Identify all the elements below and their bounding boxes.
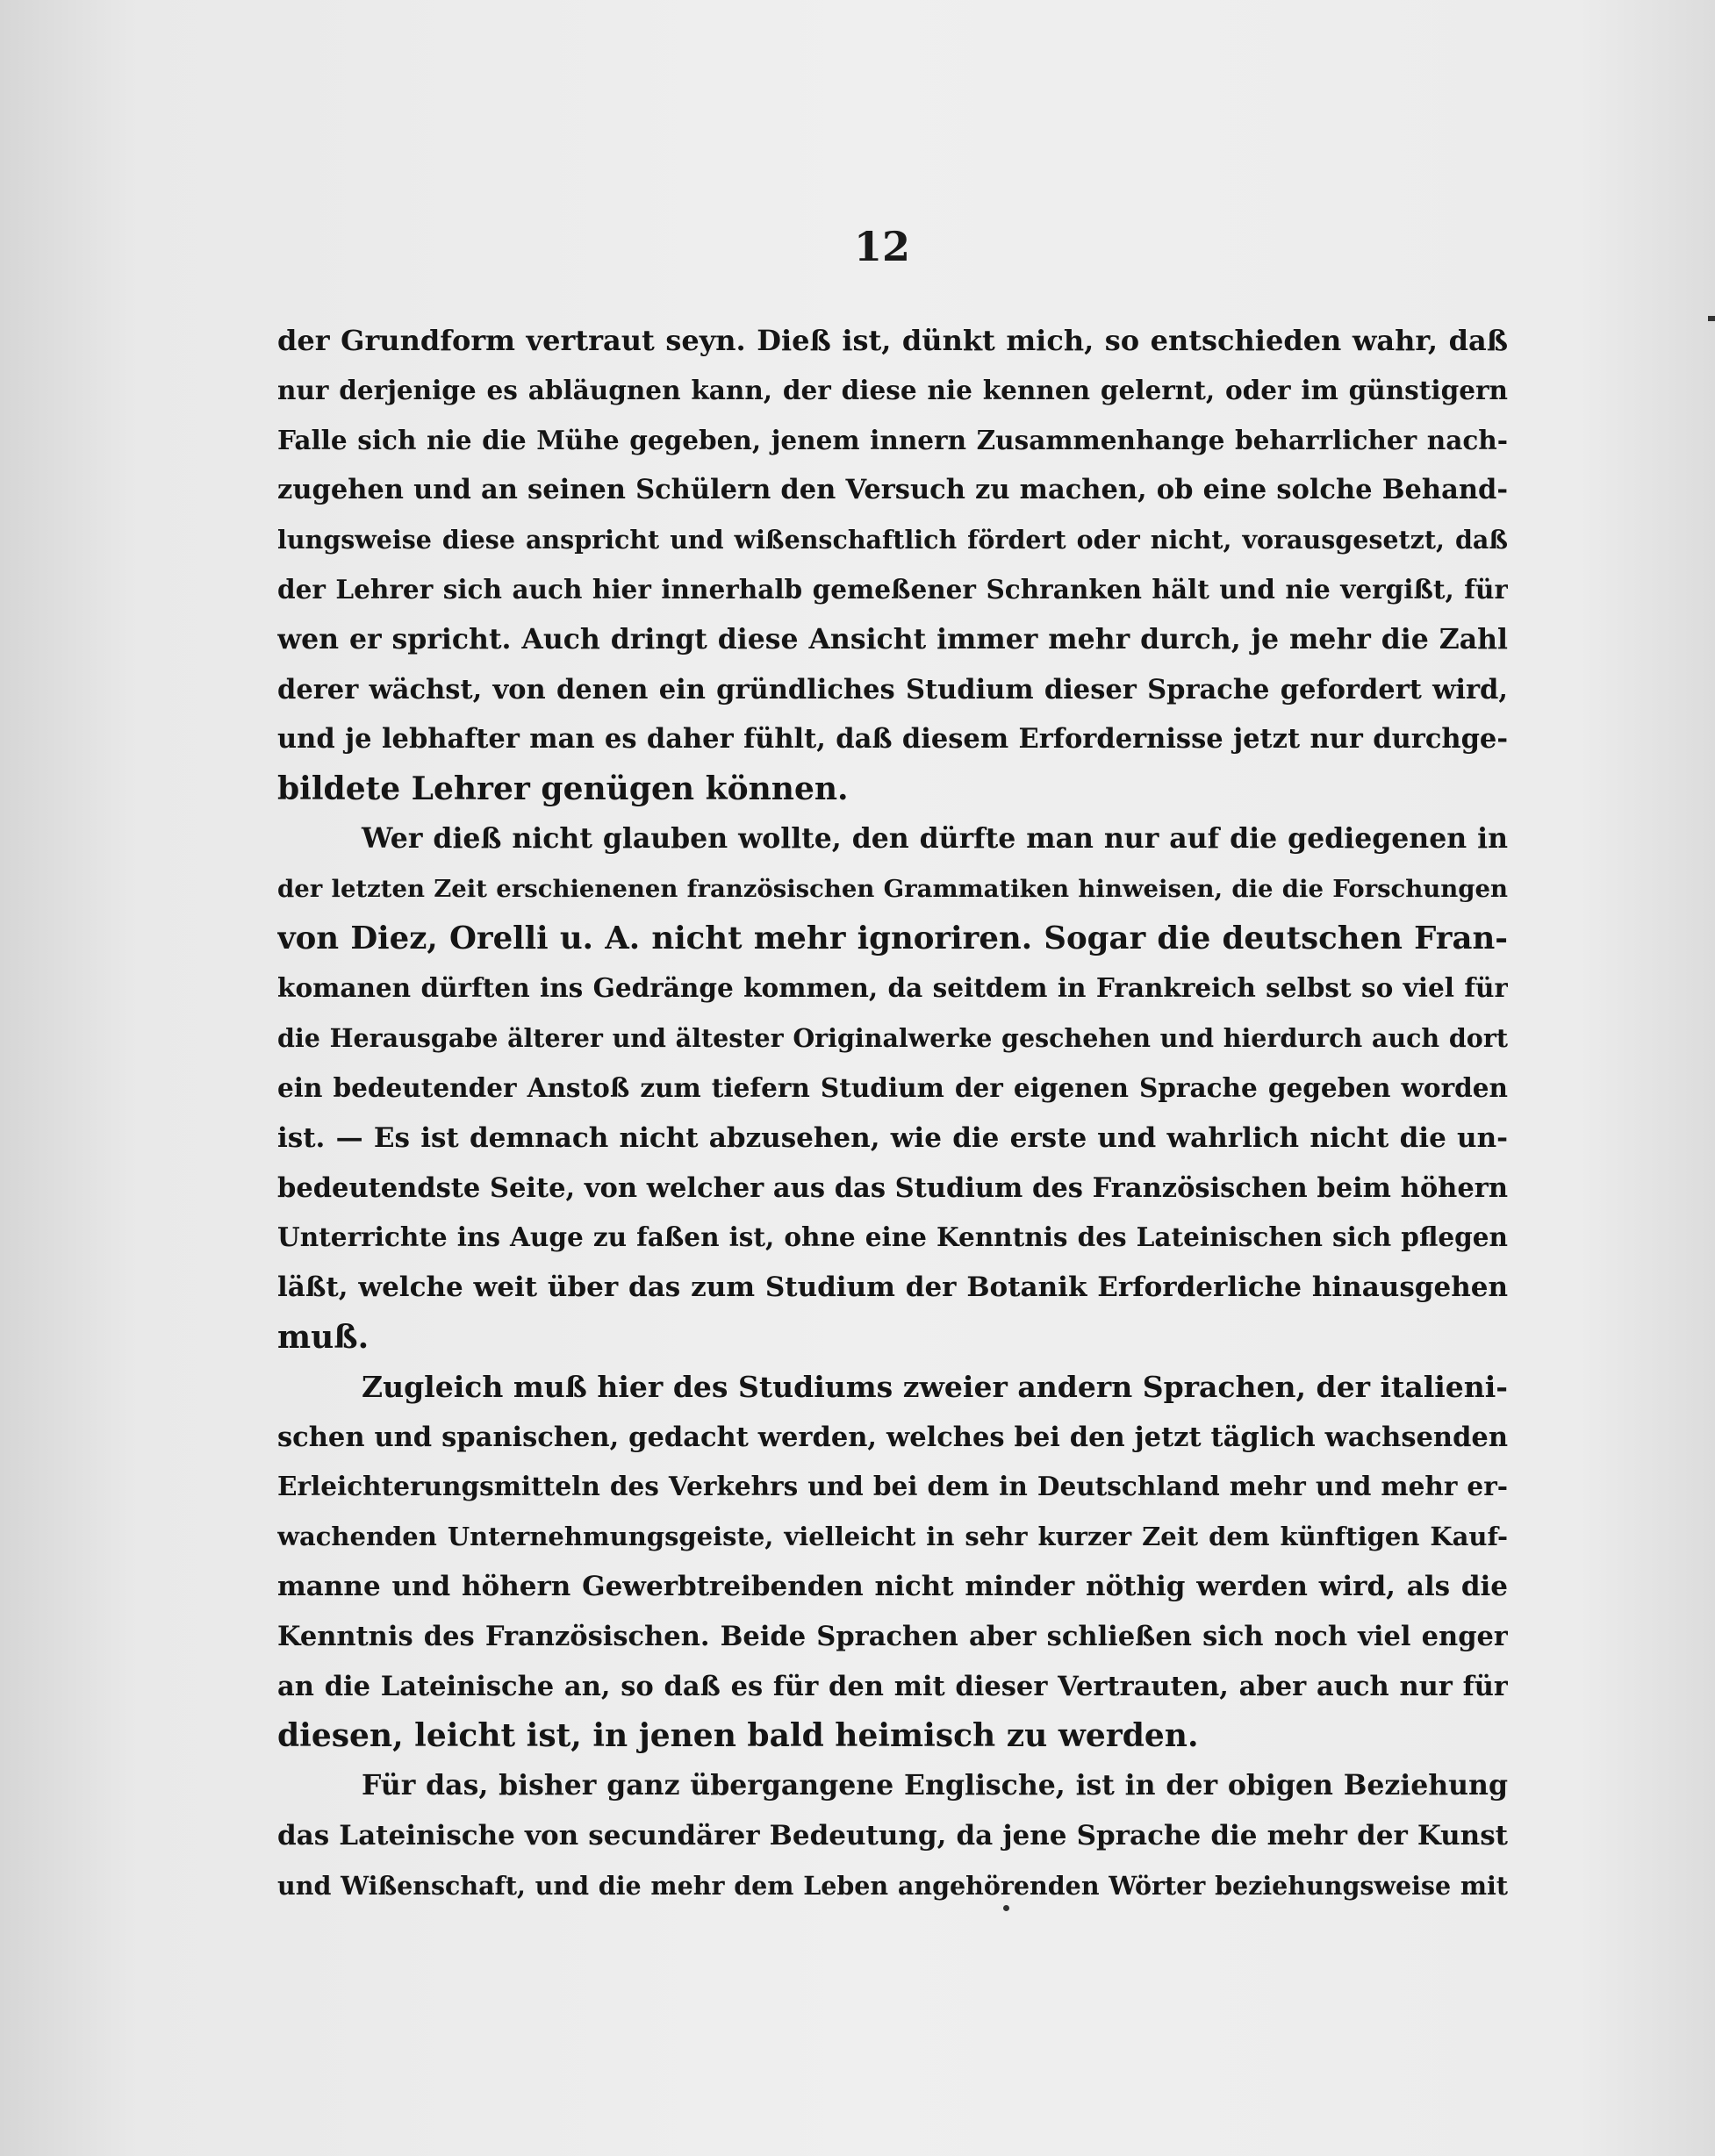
text-line: läßt, welche weit über das zum Studium der Botanik Erforderliche hinausgehen: [277, 1271, 1508, 1304]
text-line: Zugleich muß hier des Studiums zweier andern Sprachen, der italieni-: [362, 1369, 1508, 1404]
text-line: der Grundform vertraut seyn. Dieß ist, dünkt mich, so entschieden wahr, daß: [277, 324, 1508, 357]
text-line: bildete Lehrer genügen können.: [277, 770, 849, 808]
text-line: von Diez, Orelli u. A. nicht mehr ignoriren. Sogar die deutschen Fran-: [277, 920, 1508, 956]
text-line: nur derjenige es abläugnen kann, der diese nie kennen gelernt, oder im günstigern: [277, 374, 1508, 405]
text-line: Unterrichte ins Auge zu faßen ist, ohne eine Kenntnis des Lateinischen sich pflegen: [277, 1221, 1508, 1253]
text-line: der letzten Zeit erschienenen französischen Grammatiken hinweisen, die die Forschungen: [277, 874, 1508, 903]
text-line: ein bedeutender Anstoß zum tiefern Studium der eigenen Sprache gegeben worden: [277, 1071, 1508, 1103]
text-line: und Wißenschaft, und die mehr dem Leben angehörenden Wörter beziehungsweise mit: [277, 1870, 1508, 1901]
text-line: wachenden Unternehmungsgeiste, vielleicht in sehr kurzer Zeit dem künftigen Kauf-: [277, 1522, 1508, 1552]
text-line: das Lateinische von secundärer Bedeutung, da jene Sprache die mehr der Kunst: [277, 1819, 1508, 1852]
scan-edge-mark: [1708, 316, 1715, 321]
text-line: zugehen und an seinen Schülern den Versuch zu machen, ob eine solche Behand-: [277, 474, 1508, 506]
text-line: Kenntnis des Französischen. Beide Sprachen aber schließen sich noch viel enger: [277, 1620, 1508, 1652]
text-line: lungsweise diese anspricht und wißenschaftlich fördert oder nicht, vorausgesetzt, daß: [277, 525, 1508, 555]
body-text: [277, 316, 1508, 1911]
text-line: wen er spricht. Auch dringt diese Ansicht immer mehr durch, je mehr die Zahl: [277, 622, 1508, 655]
text-line: der Lehrer sich auch hier innerhalb gemeßener Schranken hält und nie vergißt, für: [277, 573, 1508, 605]
text-line: muß.: [277, 1318, 370, 1356]
page-number: 12: [853, 223, 910, 270]
text-line: bedeutendste Seite, von welcher aus das Studium des Französischen beim höhern: [277, 1171, 1508, 1204]
text-line: und je lebhafter man es daher fühlt, daß diesem Erfordernisse jetzt nur durchge-: [277, 723, 1508, 756]
text-line: komanen dürften ins Gedränge kommen, da seitdem in Frankreich selbst so viel für: [277, 972, 1508, 1004]
text-line: derer wächst, von denen ein gründliches Studium dieser Sprache gefordert wird,: [277, 673, 1508, 706]
text-line: Erleichterungsmitteln des Verkehrs und bei dem in Deutschland mehr und mehr er-: [277, 1471, 1508, 1502]
text-line: Wer dieß nicht glauben wollte, den dürfte man nur auf die gediegenen in: [362, 821, 1508, 855]
text-line: die Herausgabe älterer und ältester Originalwerke geschehen und hierdurch auch dort: [277, 1023, 1508, 1054]
text-line: diesen, leicht ist, in jenen bald heimisch zu werden.: [277, 1717, 1199, 1755]
text-line: schen und spanischen, gedacht werden, welches bei den jetzt täglich wachsenden: [277, 1421, 1508, 1453]
text-line: Falle sich nie die Mühe gegeben, jenem innern Zusammenhange beharrlicher nach-: [277, 424, 1508, 455]
text-line: an die Lateinische an, so daß es für den mit dieser Vertrauten, aber auch nur für: [277, 1670, 1508, 1702]
text-line: Für das, bisher ganz übergangene Englische, ist in der obigen Beziehung: [362, 1769, 1508, 1802]
ink-dot: [1003, 1905, 1009, 1911]
text-line: manne und höhern Gewerbtreibenden nicht minder nöthig werden wird, als die: [277, 1570, 1508, 1602]
text-line: ist. — Es ist demnach nicht abzusehen, wie die erste und wahrlich nicht die un-: [277, 1121, 1508, 1154]
